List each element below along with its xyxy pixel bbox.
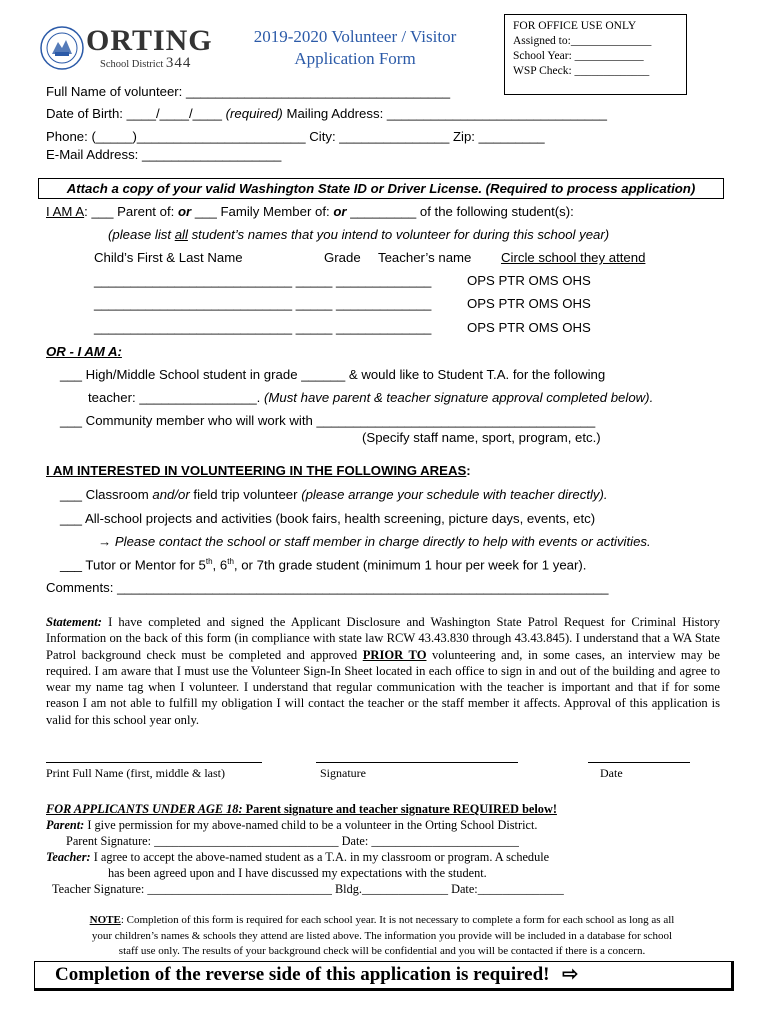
office-use-box — [504, 14, 687, 95]
mailing-address-field[interactable]: Mailing Address: ______________________________ — [282, 106, 607, 121]
family-member-option[interactable]: ___ Family Member of: — [191, 204, 334, 219]
dob-field[interactable]: Date of Birth: ____/____/____ — [46, 106, 226, 121]
full-name-field[interactable]: Full Name of volunteer: ____________________________________ — [46, 84, 451, 99]
i-am-a-label: I AM A — [46, 204, 85, 219]
col-child-name: Child’s First & Last Name — [94, 250, 243, 265]
student-row[interactable]: ___________________________ _____ _____________ — [94, 273, 432, 288]
completion-note: NOTE: Completion of this form is required for each school year. It is not necessary to complete a form for each school as long as all your children’s names & schools they attend are listed above. The information you provide will be included in a database for school staff use only. The results of your background check will be confidential and you will be contacted if there is a concern. — [89, 914, 675, 957]
under18-heading: FOR APPLICANTS UNDER AGE 18: Parent signature and teacher signature REQUIRED below! — [46, 802, 557, 816]
all-school-option[interactable]: ___ All-school projects and activities (book fairs, health screening, picture days, events, etc) — [60, 511, 596, 526]
print-name-label: Print Full Name (first, middle & last) — [46, 766, 225, 780]
school-choices[interactable]: OPS PTR OMS OHS — [467, 273, 591, 288]
school-choices[interactable]: OPS PTR OMS OHS — [467, 320, 591, 335]
i-am-a-row — [46, 204, 574, 219]
office-wsp-check: WSP Check: _____________ — [513, 65, 650, 77]
contact-note: → Please contact the school or staff member in charge directly to help with events or activities. — [98, 534, 651, 549]
or-text: or — [177, 204, 192, 219]
student-list-instruction: (please list all student’s names that you intend to volunteer for during this school year) — [108, 227, 610, 242]
phone-city-zip-row[interactable]: Phone: (_____)_______________________ City: _______________ Zip: _________ — [46, 129, 545, 144]
date-label: Date — [600, 766, 623, 780]
reverse-side-banner — [34, 961, 734, 991]
teacher-agreement: Teacher: I agree to accept the above-named student as a T.A. in my classroom or program. A schedule — [46, 850, 550, 864]
parent-permission: Parent: I give permission for my above-named child to be a volunteer in the Orting School District. — [46, 818, 538, 832]
teacher-agreement-line2: has been agreed upon and I have discussed my expectations with the student. — [108, 866, 487, 880]
parent-of-option[interactable]: : ___ Parent of: — [84, 204, 178, 219]
reverse-side-text: Completion of the reverse side of this application is required! — [55, 964, 550, 985]
office-assigned: Assigned to:______________ — [513, 35, 652, 47]
district-seal-icon — [40, 26, 84, 70]
office-title: FOR OFFICE USE ONLY — [513, 20, 637, 32]
teacher-signature-field[interactable]: Teacher Signature: ______________________________ Bldg.______________ Date:______________ — [52, 882, 564, 896]
date-line[interactable] — [588, 762, 690, 763]
signature-label: Signature — [320, 766, 366, 780]
or-i-am-a-label: OR - I AM A: — [46, 344, 122, 359]
other-relation-option[interactable]: _________ of the following student(s): — [346, 204, 574, 219]
logo-subtitle: School District 344 — [100, 55, 192, 71]
student-ta-option[interactable]: ___ High/Middle School student in grade ______ & would like to Student T.A. for the following — [60, 367, 606, 382]
col-grade: Grade — [324, 250, 361, 265]
tutor-option[interactable]: ___ Tutor or Mentor for 5th, 6th, or 7th grade student (minimum 1 hour per week for 1 year). — [60, 557, 587, 573]
community-member-option[interactable]: ___ Community member who will work with ______________________________________ — [60, 413, 596, 428]
parent-signature-field[interactable]: Parent Signature: ______________________________ Date: ________________________ — [66, 834, 519, 848]
dob-required-note: (required) — [225, 106, 283, 121]
dob-mailing-row[interactable] — [46, 106, 607, 121]
or-text: or — [333, 204, 347, 219]
comments-field[interactable]: Comments: ___________________________________________________________________ — [46, 580, 609, 595]
statement-paragraph: Statement: I have completed and signed the Applicant Disclosure and Washington State Patrol Request for Criminal History Information on the back of this form (in compliance with state law RCW 43.43.830 through 43.43.845). I understand that a WA State Patrol background check must be completed and approved PRIOR TO volunteering and, in some cases, an interview may be required. I am aware that I must use the Volunteer Sign-In Sheet located in each office to sign in and out of the building and agree to wear my name tag when I volunteer. I understand that regular communication with the teacher is important and that if for some reason I am not able to fulfill my obligation I will contact the teacher or the staff member it affects. Approval of this application is valid for this school year only. — [46, 615, 720, 727]
form-title — [240, 26, 470, 70]
col-teacher: Teacher’s name — [378, 250, 472, 265]
email-field[interactable]: E-Mail Address: ___________________ — [46, 147, 282, 162]
col-school: Circle school they attend — [501, 250, 646, 265]
signature-line[interactable] — [316, 762, 518, 763]
interest-heading: I AM INTERESTED IN VOLUNTEERING IN THE FOLLOWING AREAS: — [46, 463, 471, 478]
attach-id-notice: Attach a copy of your valid Washington State ID or Driver License. (Required to process application) — [38, 178, 724, 199]
student-ta-teacher[interactable]: teacher: ________________. (Must have parent & teacher signature approval completed below). — [88, 390, 654, 405]
community-member-note: (Specify staff name, sport, program, etc.) — [362, 430, 601, 445]
logo-wordmark: ORTING — [86, 24, 213, 57]
student-row[interactable]: ___________________________ _____ _____________ — [94, 320, 432, 335]
form-title-line1: 2019-2020 Volunteer / Visitor — [253, 27, 457, 46]
office-school-year: School Year: ____________ — [513, 50, 644, 62]
student-row[interactable]: ___________________________ _____ _____________ — [94, 296, 432, 311]
arrow-right-icon: ⇨ — [562, 964, 579, 985]
form-title-line2: Application Form — [294, 49, 416, 68]
classroom-option[interactable]: ___ Classroom and/or field trip volunteer (please arrange your schedule with teacher directly). — [60, 487, 608, 502]
print-name-line[interactable] — [46, 762, 262, 763]
school-choices[interactable]: OPS PTR OMS OHS — [467, 296, 591, 311]
district-logo — [38, 24, 213, 72]
